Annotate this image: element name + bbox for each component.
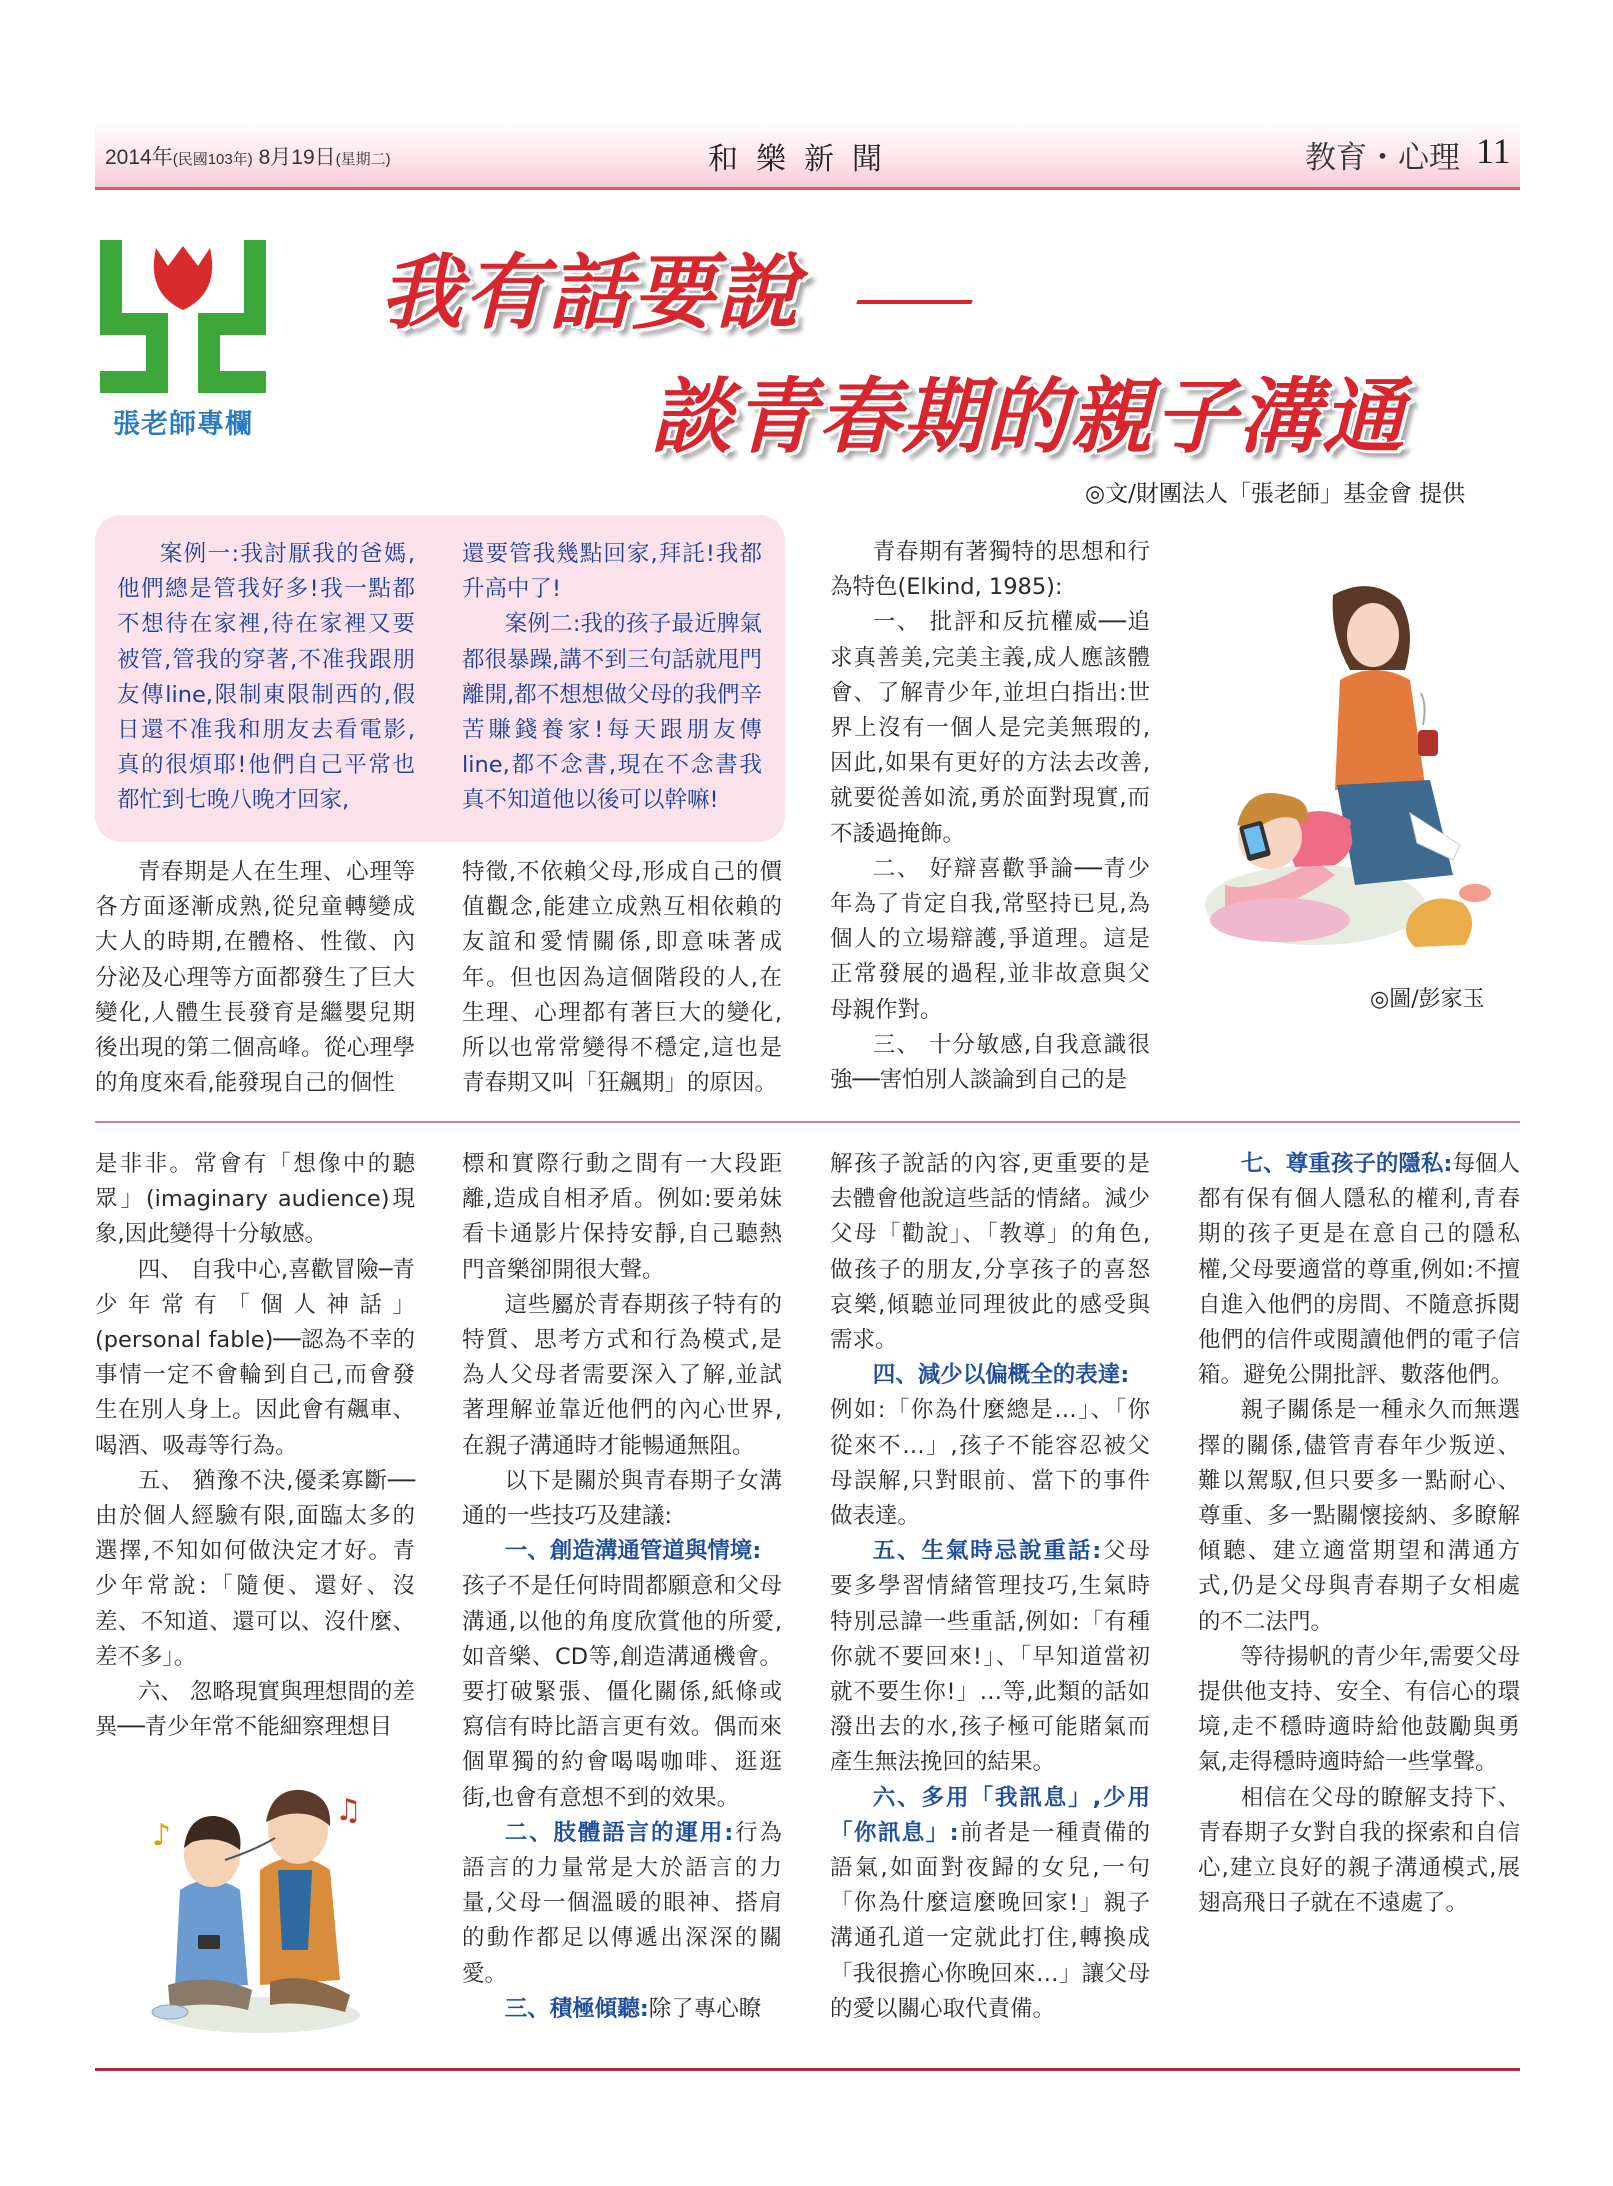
paragraph: 三、 十分敏感,自我意識很強──害怕別人談論到自己的是: [830, 1031, 1150, 1094]
paragraph: 前者是一種責備的語氣,如面對夜歸的女兒,一句「你為什麼這麼晚回家!」親子溝通孔道一定就此打住,轉換成「我很擔心你晚回來…」讓父母的愛以關心取代責備。: [830, 1819, 1150, 2022]
header-divider: [95, 187, 1520, 190]
tip-heading-3: 三、積極傾聽:: [504, 1995, 649, 2022]
section-name: 教育・心理: [1305, 140, 1460, 176]
paragraph: 父母要多學習情緒管理技巧,生氣時特別忌諱一些重話,例如:「有種你就不要回來!」、「早知道當初就不要生你!」…等,此類的話如潑出去的水,孩子極可能賭氣而產生無法挽回的結果。: [830, 1538, 1150, 1776]
paragraph: 六、 忽略現實與理想間的差異──青少年常不能細察理想目: [95, 1679, 415, 1741]
paragraph: 解孩子說話的內容,更重要的是去體會他說這些話的情緒。減少父母「勸說」、「教導」的角色,做孩子的朋友,分享孩子的喜怒哀樂,傾聽並同理彼此的感受與需求。: [830, 1151, 1150, 1354]
tip-heading-5: 五、生氣時忌說重話:: [872, 1538, 1102, 1565]
paragraph: 孩子不是任何時間都願意和父母溝通,以他的角度欣賞他的所愛,如音樂、CD等,創造溝通機會。要打破緊張、僵化關係,紙條或寫信有時比語言更有效。偶而來個單獨的約會喝喝咖啡、逛逛街,也會有意想不到的效果。: [462, 1573, 782, 1811]
case-1-text: 案例一:我討厭我的爸媽,他們總是管我好多!我一點都不想待在家裡,待在家裡又要被管,管我的穿著,不准我跟朋友傳line,限制東限制西的,假日還不准我和朋友去看電影,真的很煩耶!他們自己平常也都忙到七晚八晚才回家,: [117, 541, 415, 814]
paragraph: 每個人都有保有個人隱私的權利,青春期的孩子更是在意自己的隱私權,父母要適當的尊重,例如:不擅自進入他們的房間、不隨意拆閱他們的信件或閱讀他們的電子信箱。避免公開批評、數落他們。: [1198, 1151, 1520, 1389]
paragraph: 相信在父母的瞭解支持下、青春期子女對自我的探索和自信心,建立良好的親子溝通模式,展翅高飛日子就在不遠處了。: [1198, 1784, 1520, 1917]
paragraph: 四、 自我中心,喜歡冒險─青少年常有「個人神話」(personal fable)──認為不幸的事情一定不會輪到自己,而會發生在別人身上。因此會有飆車、喝酒、吸毒等行為。: [95, 1256, 415, 1459]
illustration-credit: ◎圖/彭家玉: [1370, 987, 1485, 1012]
paragraph: 一、 批評和反抗權威──追求真善美,完美主義,成人應該體會、了解青少年,並坦白指出:世界上沒有一個人是完美無瑕的,因此,如果有更好的方法去改善,就要從善如流,勇於面對現實,而不諉過掩飾。: [830, 609, 1150, 847]
author-credit: ◎文/財團法人「張老師」基金會 提供: [1085, 481, 1466, 507]
tip-heading-4: 四、減少以偏概全的表達:: [872, 1362, 1130, 1389]
newspaper-name: 和樂新聞: [708, 142, 900, 177]
paragraph: 二、 好辯喜歡爭論──青少年為了肯定自我,常堅持已見,為個人的立場辯護,爭道理。這是正常發展的過程,並非故意與父母親作對。: [830, 855, 1150, 1023]
paragraph: 特徵,不依賴父母,形成自己的價值觀念,能建立成熟互相依賴的友誼和愛情關係,即意味著成年。但也因為這個階段的人,在生理、心理都有著巨大的變化,所以也常常變得不穩定,這也是青春期又叫「狂飆期」的原因。: [462, 859, 782, 1097]
lower-column-2: [462, 1147, 782, 2027]
paragraph: 青春期是人在生理、心理等各方面逐漸成熟,從兒童轉變成大人的時期,在體格、性徵、內分泌及心理等方面都發生了巨大變化,人體生長發育是繼嬰兒期後出現的第二個高峰。從心理學的角度來看,能發現自己的個性: [95, 859, 415, 1097]
paragraph: 除了專心瞭: [648, 1995, 762, 2022]
case-column-1: [117, 537, 415, 819]
tip-heading-6: 六、多用「我訊息」,少用「你訊息」:: [830, 1784, 1150, 1846]
case-1-text-cont: 還要管我幾點回家,拜託!我都升高中了!: [462, 541, 762, 603]
upper-column-1: [95, 855, 415, 1101]
paragraph: 五、 猶豫不決,優柔寡斷──由於個人經驗有限,面臨太多的選擇,不知如何做決定才好。青少年常說:「隨便、還好、沒差、不知道、還可以、沒什麼、差不多」。: [95, 1467, 415, 1670]
logo-caption: 張老師專欄: [113, 409, 253, 440]
mother-and-daughter-illustration: [1185, 575, 1510, 975]
lower-column-4: [1198, 1147, 1520, 1921]
paragraph: 以下是關於與青春期子女溝通的一些技巧及建議:: [462, 1467, 782, 1530]
paragraph: 青春期有著獨特的思想和行為特色(Elkind, 1985):: [830, 539, 1150, 601]
title-line-2: 談青春期的親子溝通: [650, 370, 1406, 465]
page-number: 11: [1476, 131, 1511, 171]
paragraph: 親子關係是一種永久而無選擇的關係,儘管青春年少叛逆、難以駕馭,但只要多一點耐心、尊重、多一點關懷接納、多瞭解傾聽、建立適當期望和溝通方式,仍是父母與青春期子女相處的不二法門。: [1198, 1397, 1520, 1635]
tip-heading-2: 二、肢體語言的運用:: [504, 1819, 734, 1846]
upper-column-2: [462, 855, 782, 1101]
issue-date: 2014年(民國103年) 8月19日(星期二): [105, 146, 391, 169]
paragraph: 標和實際行動之間有一大段距離,造成自相矛盾。例如:要弟妹看卡通影片保持安靜,自己聽熱門音樂卻開很大聲。: [462, 1151, 782, 1283]
tip-heading-1: 一、創造溝通管道與情境:: [504, 1538, 762, 1565]
boys-sharing-earphones-illustration: [140, 1750, 380, 2040]
paragraph: 例如:「你為什麼總是…」、「你從來不…」,孩子不能容忍被父母誤解,只對眼前、當下的事件做表達。: [830, 1397, 1150, 1530]
section-divider: [95, 1121, 1520, 1123]
paragraph: 這些屬於青春期孩子特有的特質、思考方式和行為模式,是為人父母者需要深入了解,並試著理解並靠近他們的內心世界,在親子溝通時才能暢通無阻。: [462, 1291, 782, 1459]
title-dash: [856, 300, 972, 304]
title-line-1: 我有話要說: [380, 246, 800, 341]
footer-divider: [95, 2068, 1520, 2071]
upper-column-3: [830, 535, 1150, 1098]
lower-column-1: [95, 1147, 415, 1745]
case-2-text: 案例二:我的孩子最近脾氣都很暴躁,講不到三句話就甩門離開,都不想想做父母的我們辛苦賺錢養家!每天跟朋友傳line,都不念書,現在不念書我真不知道他以後可以幹嘛!: [462, 611, 762, 814]
paragraph: 是非非。常會有「想像中的聽眾」(imaginary audience)現象,因此變得十分敏感。: [95, 1151, 415, 1248]
svg-text:♪: ♪: [152, 1818, 172, 1853]
tip-heading-7: 七、尊重孩子的隱私:: [1240, 1151, 1453, 1177]
case-column-2: [462, 537, 762, 819]
paragraph: 等待揚帆的青少年,需要父母提供他支持、安全、有信心的環境,走不穩時適時給他鼓勵與勇氣,走得穩時適時給一些掌聲。: [1198, 1643, 1520, 1776]
lower-column-3: [830, 1147, 1150, 2027]
paragraph: 行為語言的力量常是大於語言的力量,父母一個溫暖的眼神、搭肩的動作都足以傳遞出深深的關愛。: [462, 1819, 782, 1987]
svg-text:♫: ♫: [335, 1793, 362, 1828]
